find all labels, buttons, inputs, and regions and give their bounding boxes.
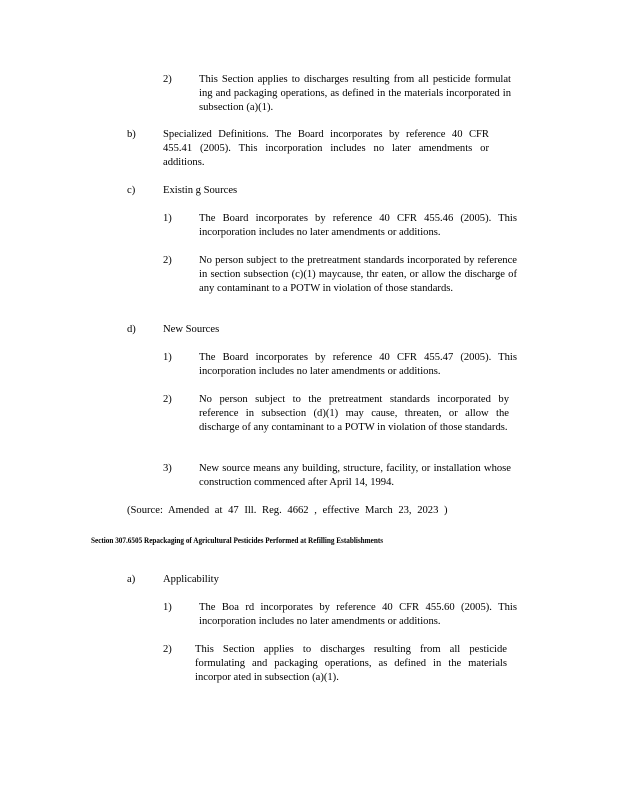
item-number: 2)	[163, 74, 172, 85]
item-number: c)	[127, 185, 136, 196]
item-number: b)	[127, 129, 136, 140]
item-text: New source means any building, structure, facility, or installation whose construction commenced after April 14, 1994.	[199, 463, 511, 488]
item-number: a)	[127, 574, 136, 585]
item-number: 1)	[163, 352, 172, 363]
item-number: 1)	[163, 213, 172, 224]
item-number: d)	[127, 324, 136, 335]
item-number: 3)	[163, 463, 172, 474]
item-heading: New Sources	[163, 324, 220, 335]
item-text: No person subject to the pretreatment standards incorporated by reference in section subsection (c)(1) maycause, thr eaten, or allow the discharge of any contaminant to a POTW in violation of those standards.	[199, 255, 517, 294]
item-text: The Boa rd incorporates by reference 40 CFR 455.60 (2005). This incorporation includes no later amendments or additions.	[199, 602, 517, 627]
section-heading: Section 307.6505 Repackaging of Agricultural Pesticides Performed at Refilling Establishments	[91, 536, 384, 545]
item-heading: Existin g Sources	[163, 185, 238, 196]
item-number: 2)	[163, 255, 172, 266]
item-text: This Section applies to discharges resulting from all pesticide formulating and packaging operations, as defined in the materials incorpor ated in subsection (a)(1).	[195, 644, 507, 683]
item-text: The Board incorporates by reference 40 CFR 455.47 (2005). This incorporation includes no later amendments or additions.	[199, 352, 517, 377]
source-note: (Source: Amended at 47 Ill. Reg. 4662 , effective March 23, 2023 )	[127, 505, 448, 516]
item-heading: Applicability	[163, 574, 219, 585]
item-text: Specialized Definitions. The Board incorporates by reference 40 CFR 455.41 (2005). This incorporation includes no later amendments or additions.	[163, 129, 489, 168]
item-text: This Section applies to discharges resulting from all pesticide formulat ing and packaging operations, as defined in the materials incorporated in subsection (a)(1).	[199, 74, 511, 113]
item-text: The Board incorporates by reference 40 CFR 455.46 (2005). This incorporation includes no later amendments or additions.	[199, 213, 517, 238]
item-number: 1)	[163, 602, 172, 613]
item-number: 2)	[163, 394, 172, 405]
item-number: 2)	[163, 644, 172, 655]
item-text: No person subject to the pretreatment standards incorporated by reference in subsection (d)(1) may cause, threaten, or allow the discharge of any contaminant to a POTW in violation of those standards.	[199, 394, 509, 433]
